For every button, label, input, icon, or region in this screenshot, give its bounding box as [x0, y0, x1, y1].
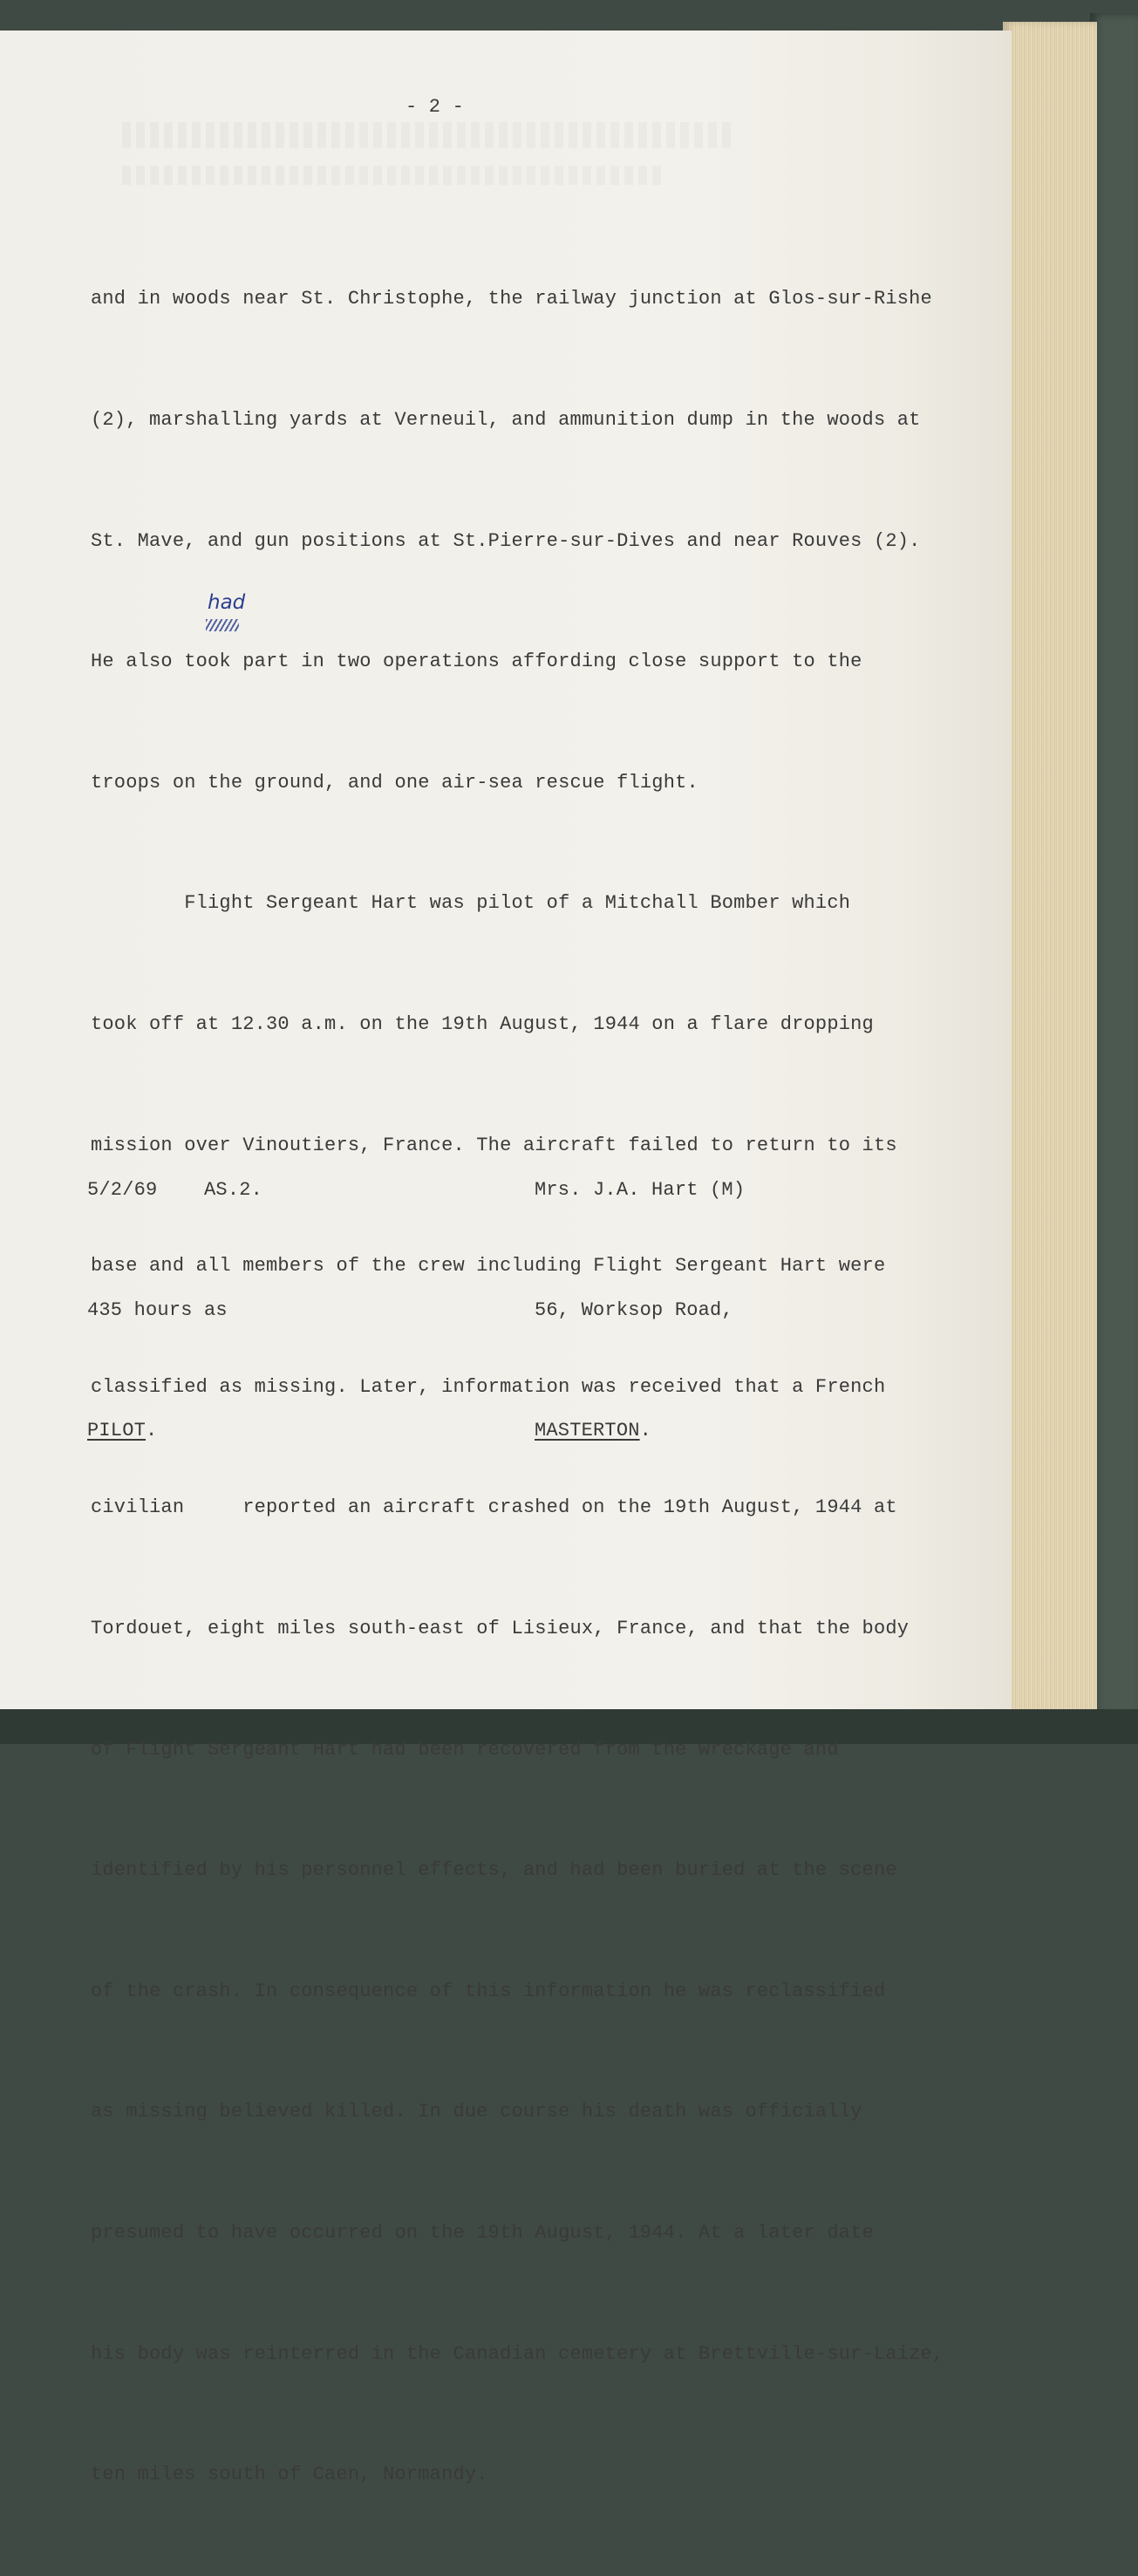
- body-line: civilian reported an aircraft crashed on the 19th August, 1944 at: [91, 1496, 897, 1519]
- body-line: mission over Vinoutiers, France. The aircraft failed to return to its: [91, 1134, 897, 1156]
- body-line: Flight Sergeant Hart was pilot of a Mitchall Bomber which: [91, 892, 851, 915]
- recipient-town-line: [535, 1411, 745, 1451]
- body-line: presumed to have occurred on the 19th August, 1944. At a later date: [91, 2221, 874, 2244]
- page-number: - 2 -: [405, 96, 465, 118]
- body-line: He also took part in two operations affording close support to the: [91, 651, 862, 673]
- body-line: St. Mave, and gun positions at St.Pierre-sur-Dives and near Rouves (2).: [91, 529, 921, 552]
- recipient-name: Mrs. J.A. Hart (M): [535, 1179, 746, 1201]
- footer-right: [535, 1090, 745, 1531]
- recipient-street: 56, Worksop Road,: [535, 1299, 733, 1321]
- handwritten-correction: had: [208, 591, 246, 614]
- struck-out-word: [206, 619, 239, 631]
- page-edges: [1003, 22, 1097, 1718]
- recipient-town: MASTERTON: [535, 1420, 640, 1441]
- footer-left: [87, 1090, 262, 1531]
- footer-date: 5/2/69: [87, 1179, 158, 1201]
- footer-date-line: [87, 1170, 262, 1210]
- body-line: as missing believed killed. In due course his death was officially: [91, 2101, 862, 2123]
- body-line: base and all members of the crew including Flight Sergeant Hart were: [91, 1255, 886, 1278]
- body-line: Tordouet, eight miles south-east of Lisieux, France, and that the body: [91, 1617, 910, 1639]
- footer-hours: 435 hours as: [87, 1299, 228, 1321]
- body-line: and in woods near St. Christophe, the railway junction at Glos-sur-Rishe: [91, 288, 932, 310]
- body-line: ten miles south of Caen, Normandy.: [91, 2464, 488, 2486]
- body-line: of the crash. In consequence of this information he was reclassified: [91, 1980, 886, 2002]
- footer-ref: AS.2.: [204, 1179, 263, 1201]
- footer-role: PILOT: [87, 1420, 147, 1441]
- body-line: took off at 12.30 a.m. on the 19th August, 1944 on a flare dropping: [91, 1012, 874, 1035]
- book-cover: [1090, 13, 1138, 1735]
- body-line: identified by his personnel effects, and had been buried at the scene: [91, 1859, 897, 1882]
- body-line: troops on the ground, and one air-sea rescue flight.: [91, 771, 698, 794]
- bleed-through: [122, 122, 733, 148]
- body-line: classified as missing. Later, information was received that a French: [91, 1375, 886, 1398]
- bleed-through: [122, 166, 663, 185]
- body-line: of Flight Sergeant Hart had been recovered from the wreckage and: [91, 1738, 839, 1761]
- body-line: (2), marshalling yards at Verneuil, and ammunition dump in the woods at: [91, 409, 921, 431]
- footer-role-line: [87, 1411, 262, 1451]
- body-line: his body was reinterred in the Canadian cemetery at Brettville-sur-Laize,: [91, 2342, 944, 2365]
- footer-role-suffix: .: [146, 1420, 158, 1441]
- recipient-town-suffix: .: [639, 1420, 652, 1441]
